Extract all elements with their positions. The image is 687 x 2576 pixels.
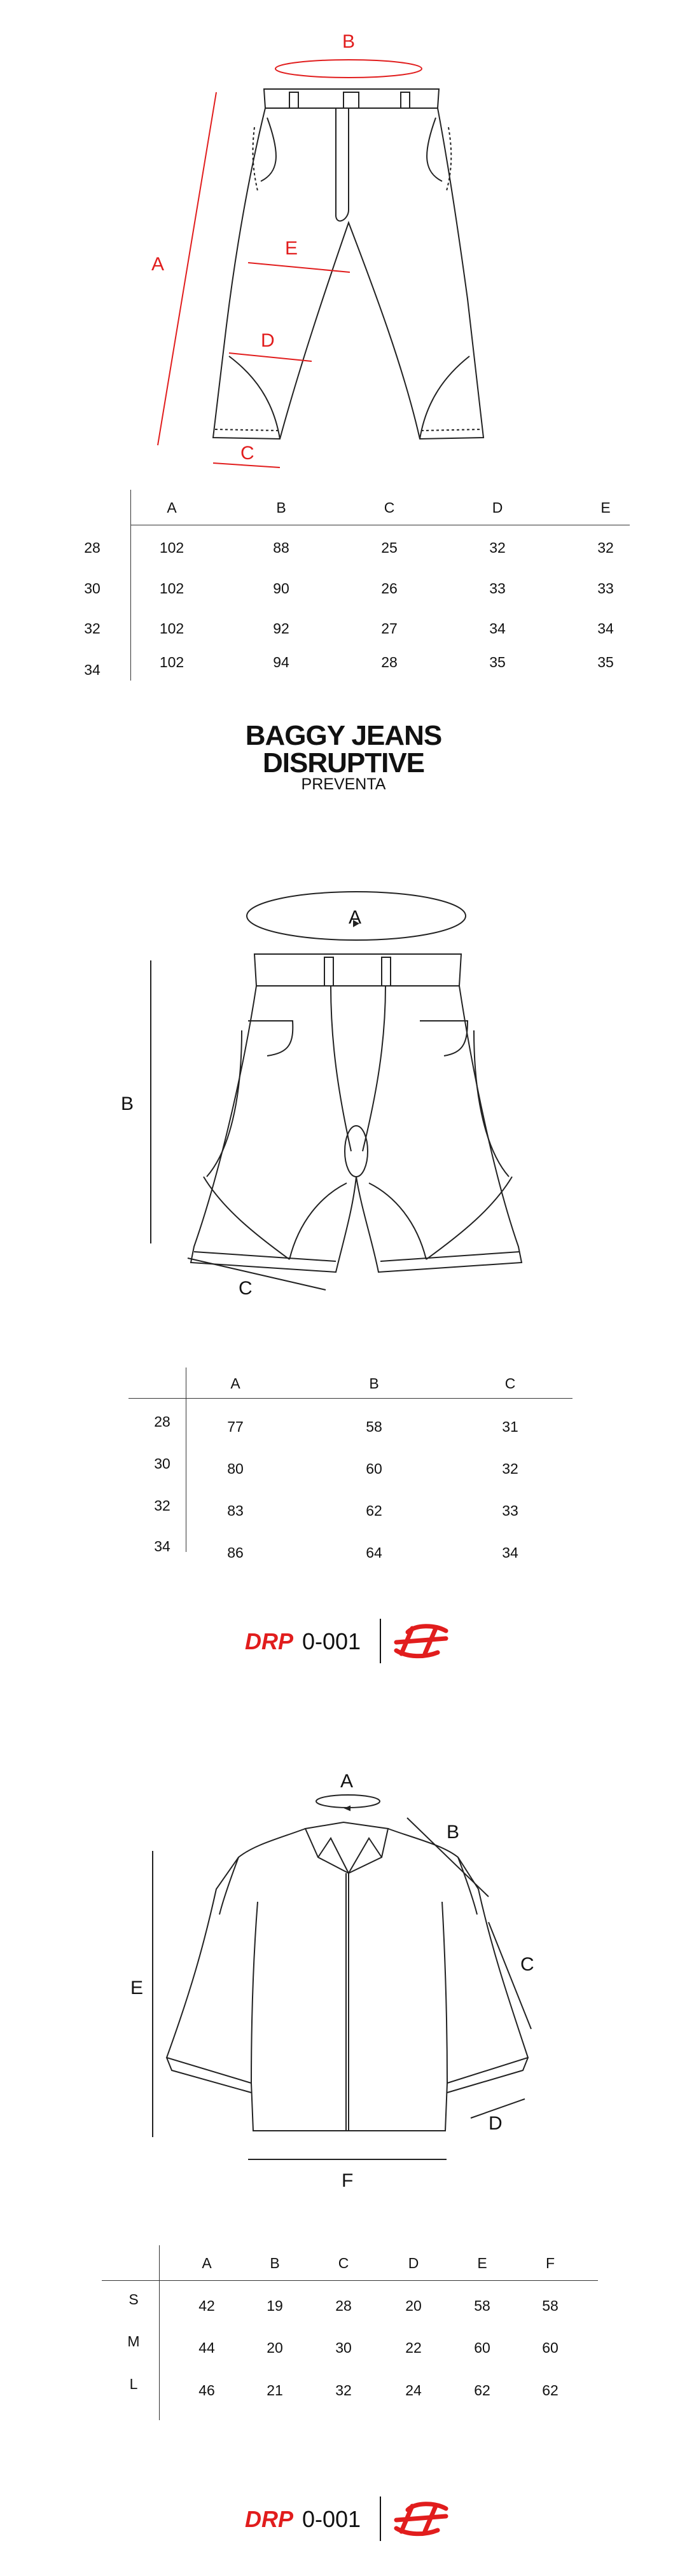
table-cell: 83 xyxy=(227,1502,244,1519)
shirt-row-size: S xyxy=(128,2291,139,2308)
shorts-size-table xyxy=(0,1368,687,1561)
shirt-dim-label-d: D xyxy=(489,2113,503,2134)
table-cell: 92 xyxy=(273,620,289,637)
shorts-row-size: 28 xyxy=(154,1413,170,1430)
jeans-row-size: 34 xyxy=(84,661,101,678)
table-cell: 58 xyxy=(542,2297,559,2314)
table-cell: 19 xyxy=(267,2297,283,2314)
table-cell: 30 xyxy=(335,2339,352,2356)
shorts-dim-label-b: B xyxy=(121,1093,134,1114)
shirt-col-header: A xyxy=(202,2255,212,2271)
table-cell: 46 xyxy=(198,2382,215,2399)
brand-drp-text: DRP xyxy=(245,2506,294,2532)
shirt-col-header: D xyxy=(408,2255,419,2271)
shirt-dim-label-e: E xyxy=(130,1977,144,1998)
table-cell: 22 xyxy=(405,2339,422,2356)
table-cell: 60 xyxy=(366,1460,382,1477)
shirt-row-size: L xyxy=(129,2376,138,2392)
jeans-dim-label-d: D xyxy=(261,330,275,351)
table-cell: 64 xyxy=(366,1544,382,1561)
shirt-col-header: B xyxy=(270,2255,280,2271)
shorts-row-size: 32 xyxy=(154,1497,170,1514)
shirt-section xyxy=(0,1755,687,2399)
jeans-col-header: B xyxy=(276,499,286,516)
shorts-row-size: 30 xyxy=(154,1455,170,1472)
table-cell: 34 xyxy=(502,1544,518,1561)
jeans-row-size: 28 xyxy=(84,539,101,556)
shorts-row-size: 34 xyxy=(154,1538,170,1555)
table-cell: 44 xyxy=(198,2339,215,2356)
shirt-col-header: C xyxy=(338,2255,349,2271)
table-cell: 86 xyxy=(227,1544,244,1561)
table-cell: 90 xyxy=(273,580,289,597)
table-cell: 102 xyxy=(159,620,184,637)
jeans-col-header: C xyxy=(384,499,395,516)
title-line-1: BAGGY JEANS xyxy=(245,720,442,751)
table-cell: 42 xyxy=(198,2297,215,2314)
title-line-2: DISRUPTIVE xyxy=(262,747,425,779)
brand-lockup xyxy=(245,1616,455,1666)
shirt-size-table xyxy=(0,2245,687,2423)
table-cell: 32 xyxy=(597,539,614,556)
table-cell: 28 xyxy=(335,2297,352,2314)
table-cell: 33 xyxy=(597,580,614,597)
shirt-dim-label-f: F xyxy=(342,2170,354,2191)
brand-divider xyxy=(380,2496,381,2541)
brand-code-text: 0-001 xyxy=(302,2506,361,2532)
table-cell: 34 xyxy=(489,620,506,637)
jeans-dim-label-e: E xyxy=(285,238,298,259)
shirt-dim-label-b: B xyxy=(447,1822,460,1843)
jeans-col-header: E xyxy=(600,499,611,516)
table-cell: 34 xyxy=(597,620,614,637)
table-cell: 80 xyxy=(227,1460,244,1477)
table-cell: 33 xyxy=(489,580,506,597)
shorts-col-header: C xyxy=(504,1375,516,1392)
brand-drp-text: DRP xyxy=(245,1628,294,1654)
table-cell: 62 xyxy=(542,2382,559,2399)
table-cell: 77 xyxy=(227,1418,244,1435)
jeans-technical-drawing xyxy=(0,0,687,483)
shirt-technical-drawing xyxy=(0,1755,687,2201)
table-cell: 60 xyxy=(542,2339,559,2356)
jeans-dim-label-b: B xyxy=(342,31,356,52)
brand-code-text: 0-001 xyxy=(302,1628,361,1654)
shirt-row-size: M xyxy=(127,2333,140,2350)
table-cell: 62 xyxy=(366,1502,382,1519)
table-cell: 25 xyxy=(381,539,398,556)
table-cell: 26 xyxy=(381,580,398,597)
table-cell: 33 xyxy=(502,1502,518,1519)
jeans-section xyxy=(0,0,687,700)
table-cell: 28 xyxy=(381,654,398,670)
table-cell: 32 xyxy=(489,539,506,556)
table-cell: 60 xyxy=(474,2339,490,2356)
hc-monogram-logo-icon xyxy=(390,1622,454,1660)
table-cell: 35 xyxy=(597,654,614,670)
shirt-dim-label-c: C xyxy=(520,1954,534,1975)
brand-divider xyxy=(380,1619,381,1663)
brand-lockup xyxy=(245,2493,455,2544)
table-cell: 32 xyxy=(502,1460,518,1477)
shorts-col-header: A xyxy=(230,1375,240,1392)
table-cell: 94 xyxy=(273,654,289,670)
shorts-dim-label-a: A xyxy=(349,907,362,928)
jeans-row-size: 30 xyxy=(84,580,101,597)
title-line-3: PREVENTA xyxy=(301,775,386,793)
table-cell: 58 xyxy=(366,1418,382,1435)
table-cell: 102 xyxy=(159,580,184,597)
table-cell: 102 xyxy=(159,539,184,556)
shorts-section xyxy=(0,878,687,1705)
jeans-size-table xyxy=(0,483,687,687)
shirt-col-header: E xyxy=(477,2255,487,2271)
table-cell: 62 xyxy=(474,2382,490,2399)
jeans-row-size: 32 xyxy=(84,620,101,637)
table-cell: 20 xyxy=(267,2339,283,2356)
table-cell: 102 xyxy=(159,654,184,670)
table-cell: 32 xyxy=(335,2382,352,2399)
jeans-col-header: A xyxy=(167,499,177,516)
table-cell: 58 xyxy=(474,2297,490,2314)
shirt-dim-label-a: A xyxy=(340,1771,354,1792)
hc-monogram-logo-icon xyxy=(390,2500,454,2538)
table-cell: 27 xyxy=(381,620,398,637)
table-cell: 21 xyxy=(267,2382,283,2399)
jeans-dim-label-a: A xyxy=(151,254,165,275)
shorts-technical-drawing xyxy=(0,878,687,1323)
table-cell: 20 xyxy=(405,2297,422,2314)
table-cell: 24 xyxy=(405,2382,422,2399)
jeans-dim-label-c: C xyxy=(240,443,254,464)
shorts-col-header: B xyxy=(369,1375,379,1392)
table-cell: 35 xyxy=(489,654,506,670)
jeans-col-header: D xyxy=(492,499,503,516)
shirt-col-header: F xyxy=(545,2255,555,2271)
table-cell: 31 xyxy=(502,1418,518,1435)
shorts-dim-label-c: C xyxy=(239,1278,253,1299)
table-cell: 88 xyxy=(273,539,289,556)
